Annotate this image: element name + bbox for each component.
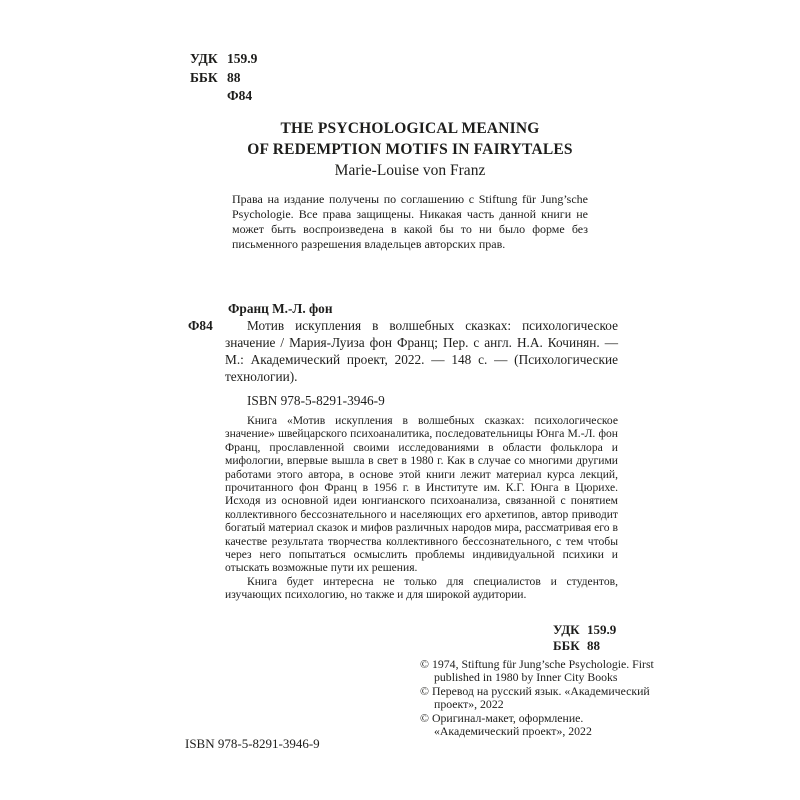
biblio-author-sign: Ф84 <box>188 318 213 333</box>
bbk-value: 88 <box>227 69 241 85</box>
udk-row <box>190 50 257 69</box>
copyright-icon: © <box>420 683 429 698</box>
udk-value: 159.9 <box>227 51 258 66</box>
biblio-author-heading: Франц М.-Л. фон <box>228 301 333 316</box>
copyright-translation <box>420 685 665 712</box>
original-author: Marie-Louise von Franz <box>334 162 486 179</box>
copyright-icon: © <box>420 710 429 725</box>
udk-row-bottom <box>553 622 616 638</box>
catalog-card <box>188 300 618 409</box>
copyright-layout <box>420 712 665 739</box>
isbn-bottom: ISBN 978-5-8291-3946-9 <box>185 736 320 751</box>
udk-label-bottom: УДК <box>553 622 580 637</box>
original-title-line2: OF REDEMPTION MOTIFS IN FAIRYTALES <box>247 141 573 158</box>
isbn-catalog: ISBN 978-5-8291-3946-9 <box>247 393 385 408</box>
rights-notice: Права на издание получены по соглашению с Stiftung für Jung’sche Psychologie. Все права защищены. Никакая часть данной книги не может быть воспроизведена в какой бы то ни было форме без письменного разрешения владельцев авторских прав. <box>232 192 588 251</box>
copyright-block <box>420 658 665 738</box>
biblio-entry-text: Мотив искупления в волшебных сказках: психологическое значение / Мария-Луиза фон Франц; Пер. с англ. Н.А. Кочинян. — М.: Академический проект, 2022. — 148 с. — (Психологические технологии). <box>225 318 618 384</box>
biblio-entry <box>188 317 618 385</box>
original-title-block <box>20 118 800 181</box>
bottom-classification-codes <box>553 622 616 653</box>
original-title-line1: THE PSYCHOLOGICAL MEANING <box>280 120 540 137</box>
top-classification-codes <box>190 50 257 106</box>
bbk-row <box>190 69 257 88</box>
copyright-original <box>420 658 665 685</box>
udk-value-bottom: 159.9 <box>587 622 617 637</box>
copyright-translation-text: Перевод на русский язык. «Академический проект», 2022 <box>431 683 650 712</box>
bbk-row-bottom <box>553 638 616 654</box>
copyright-original-text: 1974, Stiftung für Jung’sche Psychologie. First published in 1980 by Inner City Books <box>431 657 654 685</box>
author-sign-row <box>190 87 257 106</box>
author-sign: Ф84 <box>227 88 253 103</box>
copyright-icon: © <box>420 657 429 671</box>
annotation-block <box>225 414 618 602</box>
annotation-paragraph-2: Книга будет интересна не только для специалистов и студентов, изучающих психологию, но также и для широкой аудитории. <box>225 574 618 602</box>
copyright-layout-text: Оригинал-макет, оформление. «Академический проект», 2022 <box>431 710 592 739</box>
bbk-value-bottom: 88 <box>587 637 600 653</box>
udk-label: УДК <box>190 51 218 66</box>
bbk-label: ББК <box>190 69 218 85</box>
annotation-paragraph-1: Книга «Мотив искупления в волшебных сказках: психологическое значение» швейцарского психоаналитика, последовательницы Юнга М.-Л. фон Франц, прославленной своими исследованиями в области фольклора и мифологии, впервые вышла в свет в 1980 г. Как в случае со многими другими работами этого автора, в основе этой книги лежит материал курса лекций, прочитанного фон Франц в 1956 г. в Институте им. К.Г. Юнга в Цюрихе. Исходя из основной идеи юнгианского психоанализа, связанной с понятием коллективного бессознательного и населяющих его архетипов, автор приводит богатый материал сказок и мифов различных народов мира, рассматривая его в качестве результата творчества коллективного бессознательного, с тем чтобы через него попытаться осмыслить проблемы индивидуальной психики и отыскать возможные пути их решения. <box>225 414 618 575</box>
bbk-label-bottom: ББК <box>553 637 580 653</box>
